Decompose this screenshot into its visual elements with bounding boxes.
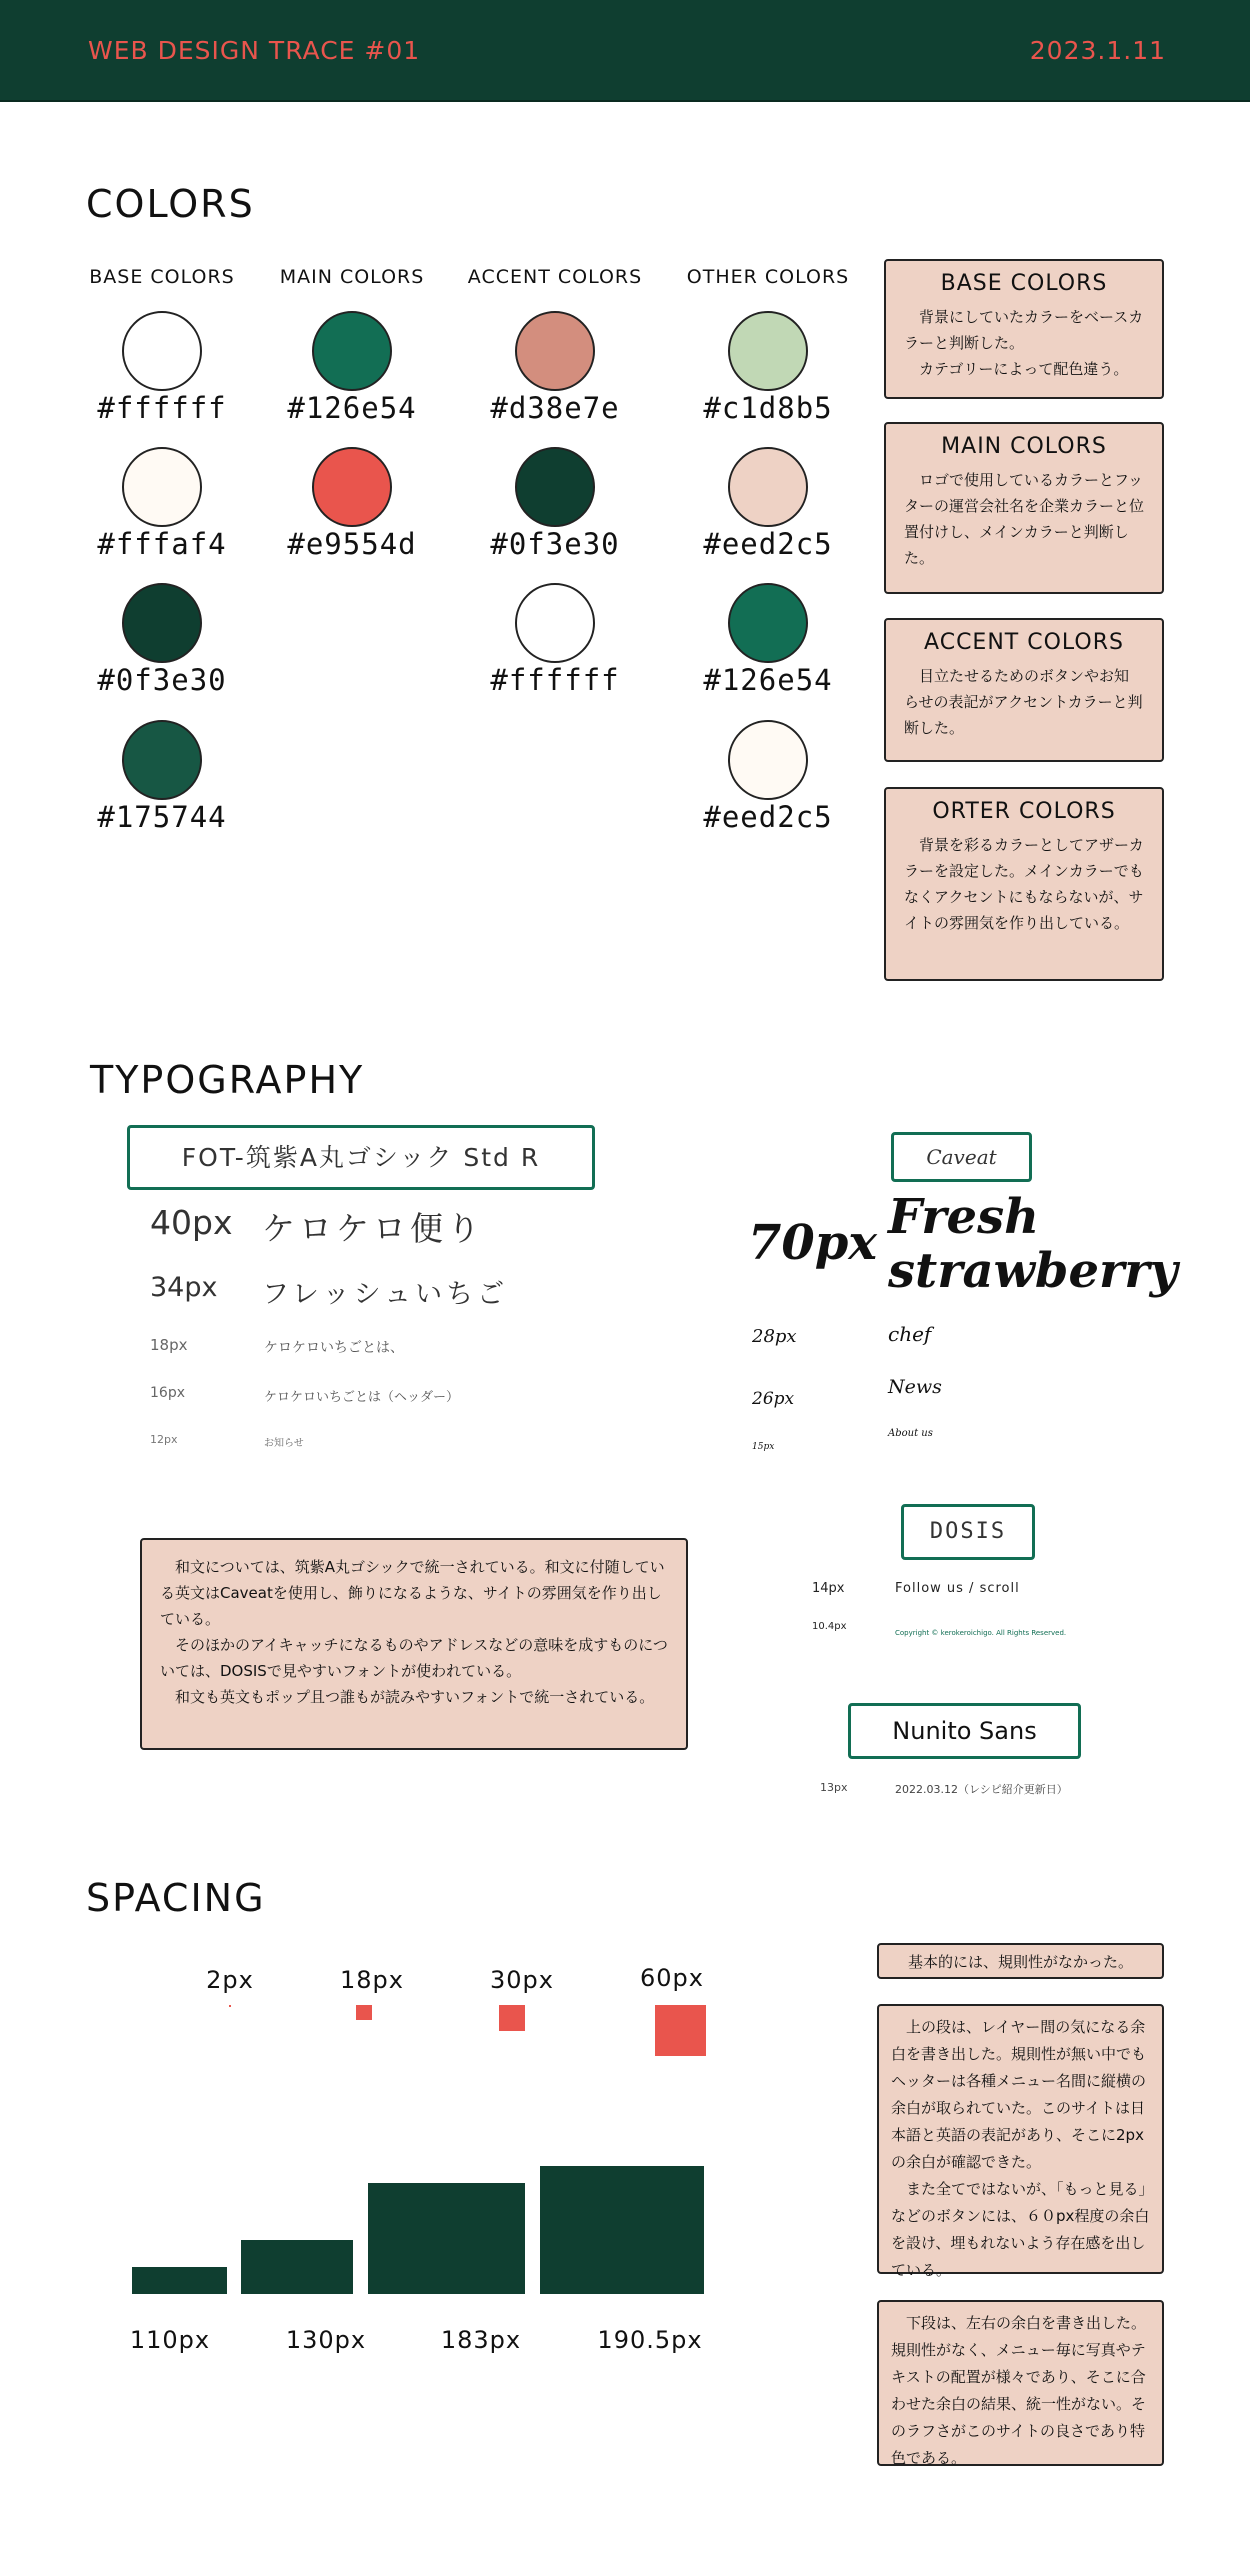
note-body: 基本的には、規則性がなかった。 <box>907 1953 1133 1971</box>
header-title: WEB DESIGN TRACE #01 <box>88 36 421 65</box>
dosis-name: DOSIS <box>929 1519 1007 1544</box>
color-swatch <box>122 311 202 391</box>
note-body: 目立たせるためのボタンやお知らせの表記がアクセントカラーと判断した。 <box>904 667 1143 737</box>
header-date: 2023.1.11 <box>1029 36 1166 65</box>
color-column-heading: BASE COLORS <box>89 266 235 288</box>
color-swatch <box>122 720 202 800</box>
spacing-bar-110px <box>132 2267 227 2294</box>
dosis-size-14: 14px <box>812 1581 845 1596</box>
typography-note-body: 和文については、筑紫A丸ゴシックで統一されている。和文に付随している英文はCaveatを使用し、飾りになるような、サイトの雰囲気を作り出している。 そのほかのアイキャッチになるものやアドレスなどの意味を成すものについては、DOSISで見やすいフォントが使われている。 和文も英文もポップ且つ誰もが読みやすいフォントで統一されている。 <box>160 1558 668 1706</box>
color-hex-label: #eed2c5 <box>703 527 833 561</box>
jp-sample-18: ケロケロいちごとは、 <box>264 1340 404 1356</box>
note-body: 上の段は、レイヤー間の気になる余白を書き出した。規則性が無い中でもヘッターは各種メニュー名間に縦横の余白が取られていた。このサイトは日本語と英語の表記があり、そこに2pxの余白が確認できた。 また全てではないが、「もっと見る」などのボタンには、６０px程度の余白を設け、埋もれないよう存在感を出している。 <box>891 2018 1150 2279</box>
spacing-swatch-2px <box>229 2005 231 2007</box>
dosis-sample-14: Follow us / scroll <box>895 1581 1020 1596</box>
spacing-swatch-18px <box>356 2005 371 2020</box>
typography-note <box>140 1538 688 1750</box>
color-swatch <box>728 583 808 663</box>
dosis-size-10: 10.4px <box>812 1621 847 1632</box>
nunito-name: Nunito Sans <box>892 1717 1037 1745</box>
note-title: MAIN COLORS <box>941 434 1107 459</box>
typography-section-title: TYPOGRAPHY <box>90 1058 365 1102</box>
caveat-sample-26: News <box>888 1376 942 1398</box>
caveat-sample-28: chef <box>888 1322 932 1346</box>
page-header <box>0 0 1250 102</box>
jp-font-name: FOT-筑紫A丸ゴシック Std R <box>181 1143 541 1172</box>
color-swatch <box>728 447 808 527</box>
note-body: ロゴで使用しているカラーとフッターの運営会社名を企業カラーと位置付けし、メインカラーと判断した。 <box>904 471 1145 567</box>
color-column-heading: ACCENT COLORS <box>467 266 643 288</box>
jp-size-12: 12px <box>150 1433 178 1446</box>
spacing-note-top <box>877 2004 1164 2279</box>
jp-sample-40: ケロケロ便り <box>262 1209 484 1248</box>
jp-sample-16: ケロケロいちごとは（ヘッダー） <box>264 1390 460 1405</box>
spacing-bottom-label: 130px <box>285 2326 367 2354</box>
spacing-bar-190.5px <box>540 2166 704 2294</box>
spacing-bottom-label: 190.5px <box>597 2326 703 2354</box>
color-hex-label: #fffaf4 <box>97 527 227 561</box>
color-hex-label: #126e54 <box>703 663 833 697</box>
note-body: 下段は、左右の余白を書き出した。規則性がなく、メニュー毎に写真やテキストの配置が様々であり、そこに合わせた余白の結果、統一性がない。そのラフさがこのサイトの良さであり特色である。 <box>891 2314 1147 2467</box>
color-hex-label: #eed2c5 <box>703 800 833 834</box>
color-swatch <box>728 720 808 800</box>
color-column-heading: MAIN COLORS <box>279 266 425 288</box>
spacing-swatch-30px <box>499 2005 525 2031</box>
note-other-colors <box>884 787 1164 981</box>
nunito-size-13: 13px <box>820 1781 848 1794</box>
note-base-colors <box>884 259 1164 399</box>
caveat-size-15: 15px <box>752 1442 775 1452</box>
spacing-note-bottom <box>877 2300 1164 2466</box>
colors-section-title: COLORS <box>86 182 255 226</box>
note-title: BASE COLORS <box>940 271 1108 296</box>
spacing-bottom-label: 183px <box>440 2326 522 2354</box>
caveat-size-28: 28px <box>752 1326 797 1347</box>
jp-font-name-box <box>127 1125 595 1190</box>
note-body: 背景にしていたカラーをベースカラーと判断した。 カテゴリーによって配色違う。 <box>904 308 1144 378</box>
jp-size-16: 16px <box>150 1385 185 1401</box>
spacing-top-label: 60px <box>640 1964 704 1992</box>
note-accent-colors <box>884 618 1164 762</box>
spacing-top-label: 18px <box>340 1966 404 1994</box>
dosis-sample-10: Copyright © kerokeroichigo. All Rights Reserved. <box>895 1629 1067 1637</box>
color-hex-label: #0f3e30 <box>490 527 620 561</box>
color-swatch <box>515 447 595 527</box>
color-hex-label: #c1d8b5 <box>703 391 833 425</box>
note-main-colors <box>884 422 1164 594</box>
caveat-size-70: 70px <box>748 1215 877 1271</box>
spacing-bar-183px <box>368 2183 525 2294</box>
spacing-section-title: SPACING <box>86 1876 266 1920</box>
caveat-size-26: 26px <box>752 1389 795 1409</box>
color-swatch <box>515 583 595 663</box>
color-swatch <box>122 447 202 527</box>
note-body: 背景を彩るカラーとしてアザーカラーを設定した。メインカラーでもなくアクセントにもならないが、サイトの雰囲気を作り出している。 <box>904 836 1144 932</box>
color-hex-label: #175744 <box>97 800 227 834</box>
color-hex-label: #ffffff <box>97 391 227 425</box>
color-column-heading: OTHER COLORS <box>686 266 850 288</box>
jp-sample-12: お知らせ <box>264 1438 304 1449</box>
color-hex-label: #d38e7e <box>490 391 620 425</box>
note-title: ORTER COLORS <box>932 799 1116 824</box>
caveat-sample-15: About us <box>888 1428 933 1439</box>
note-title: ACCENT COLORS <box>924 630 1124 655</box>
color-swatch <box>312 311 392 391</box>
caveat-name-box <box>891 1132 1032 1182</box>
spacing-bottom-label: 110px <box>129 2326 211 2354</box>
jp-size-18: 18px <box>150 1336 188 1354</box>
color-hex-label: #126e54 <box>287 391 417 425</box>
spacing-bar-130px <box>241 2240 353 2294</box>
jp-size-34: 34px <box>150 1272 218 1303</box>
color-hex-label: #0f3e30 <box>97 663 227 697</box>
color-hex-label: #e9554d <box>287 527 417 561</box>
caveat-sample-70: Fresh strawberry <box>888 1189 1178 1299</box>
spacing-top-label: 30px <box>490 1966 554 1994</box>
jp-sample-34: フレッシュいちご <box>262 1279 509 1310</box>
dosis-name-box <box>901 1504 1035 1560</box>
color-hex-label: #ffffff <box>490 663 620 697</box>
color-swatch <box>515 311 595 391</box>
jp-size-40: 40px <box>150 1203 233 1242</box>
nunito-name-box <box>848 1703 1081 1759</box>
spacing-swatch-60px <box>655 2005 706 2056</box>
caveat-name: Caveat <box>926 1145 997 1169</box>
spacing-note-summary <box>877 1943 1164 1979</box>
nunito-sample-13: 2022.03.12（レシピ紹介更新日） <box>895 1783 1068 1796</box>
color-swatch <box>728 311 808 391</box>
color-swatch <box>312 447 392 527</box>
spacing-top-label: 2px <box>206 1966 254 1994</box>
color-swatch <box>122 583 202 663</box>
